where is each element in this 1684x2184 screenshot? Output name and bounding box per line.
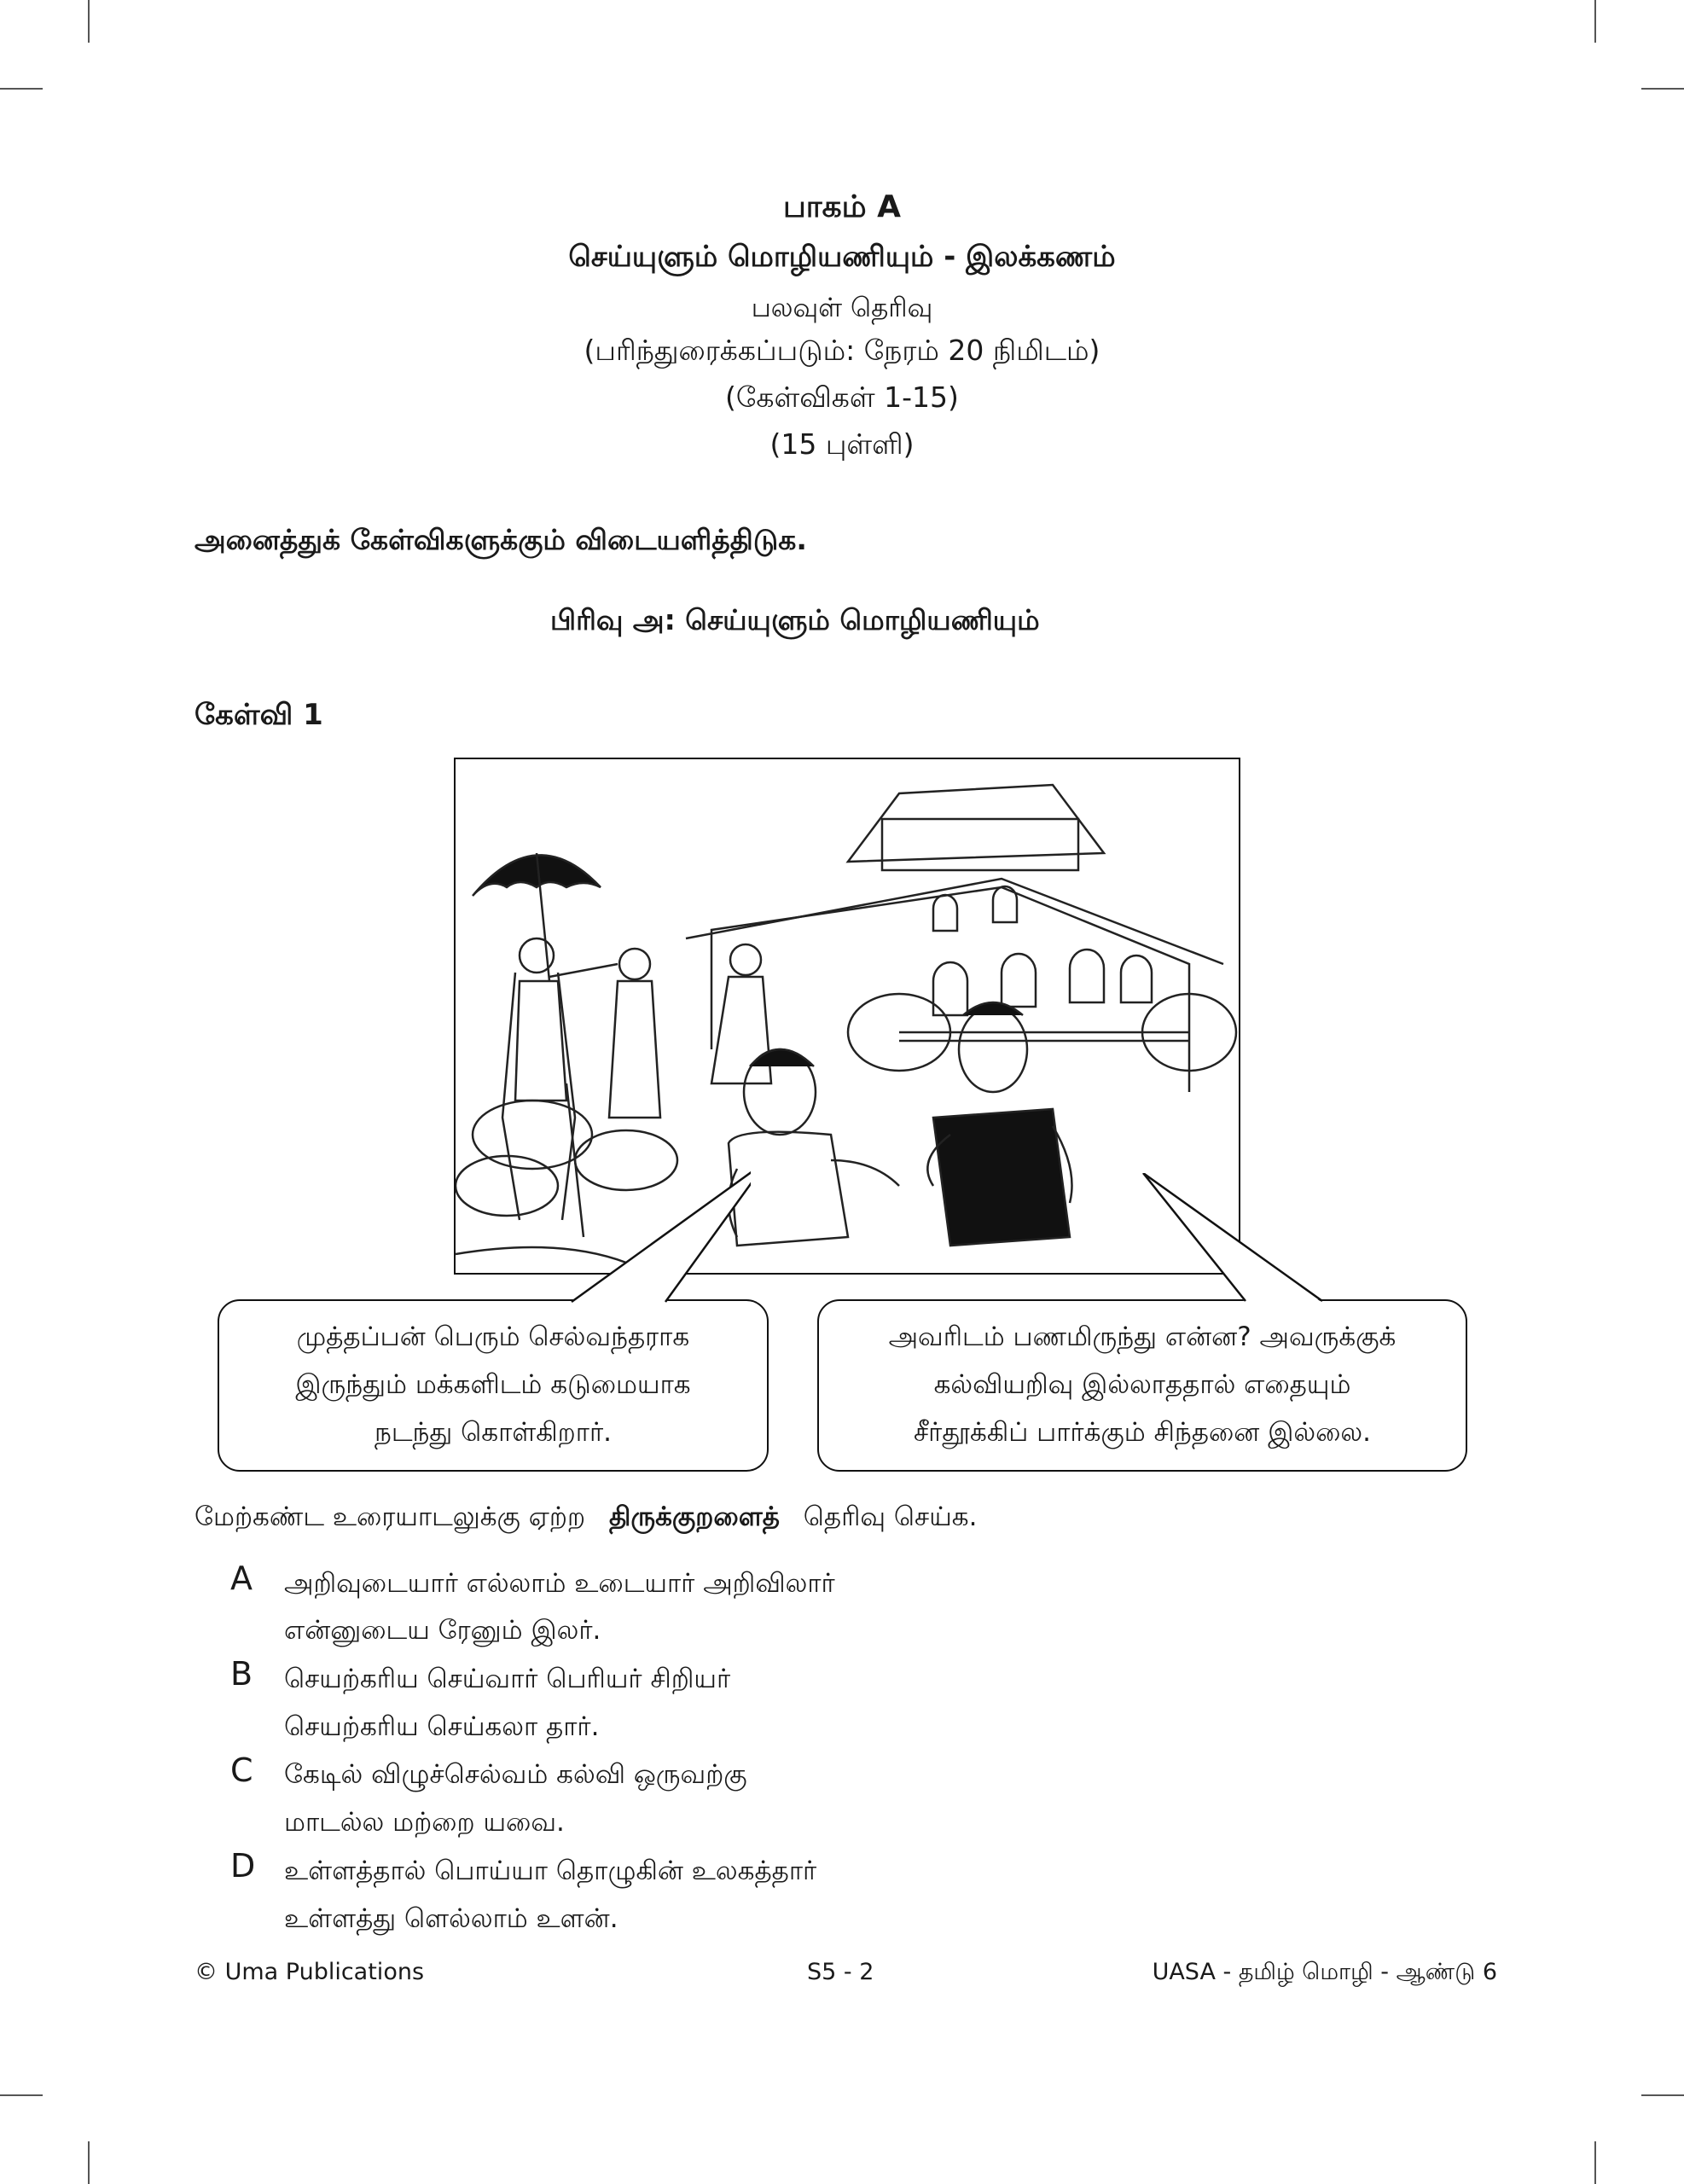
footer-subject: UASA - தமிழ் மொழி - ஆண்டு 6 xyxy=(1152,1959,1497,1985)
crop-mark xyxy=(1641,88,1684,90)
marks-note: (15 புள்ளி) xyxy=(769,427,915,461)
section-title: செய்யுளும் மொழியணியும் - இலக்கணம் xyxy=(568,240,1116,274)
crop-mark xyxy=(0,2094,43,2096)
prompt-text: மேற்கண்ட உரையாடலுக்கு ஏற்ற xyxy=(195,1502,586,1532)
crop-mark xyxy=(1641,2094,1684,2096)
option-text: மாடல்ல மற்றை யவை. xyxy=(284,1807,565,1838)
option-text: அறிவுடையார் எல்லாம் உடையார் அறிவிலார் xyxy=(284,1568,835,1599)
bubble-right-tail xyxy=(1135,1173,1348,1305)
prompt-emphasis: திருக்குறளைத் xyxy=(608,1502,780,1532)
bubble-left-line: முத்தப்பன் பெரும் செல்வந்தராக xyxy=(296,1321,690,1352)
instruction: அனைத்துக் கேள்விகளுக்கும் விடையளித்திடுக. xyxy=(195,523,807,556)
speech-bubble-left xyxy=(218,1299,769,1472)
crop-mark xyxy=(0,88,43,90)
option-text: உள்ளத்தால் பொய்யா தொழுகின் உலகத்தார் xyxy=(284,1856,817,1886)
question-range: (கேள்விகள் 1-15) xyxy=(725,380,959,414)
question-prompt xyxy=(195,1502,977,1536)
subsection-title: பிரிவு அ: செய்யுளும் மொழியணியும் xyxy=(550,603,1040,636)
bubble-right-line: கல்வியறிவு இல்லாததால் எதையும் xyxy=(933,1369,1351,1400)
bubble-right-line: சீர்தூக்கிப் பார்க்கும் சிந்தனை இல்லை. xyxy=(913,1417,1372,1448)
option-text: செயற்கரிய செய்கலா தார். xyxy=(284,1711,600,1742)
option-text: செயற்கரிய செய்வார் பெரியர் சிறியர் xyxy=(284,1664,731,1694)
option-text: என்னுடைய ரேனும் இலர். xyxy=(284,1615,601,1646)
option-text: கேடில் விழுச்செல்வம் கல்வி ஒருவற்கு xyxy=(284,1759,747,1790)
bubble-left-line: இருந்தும் மக்களிடம் கடுமையாக xyxy=(295,1369,691,1400)
option-letter: D xyxy=(230,1847,256,1885)
crop-mark xyxy=(1594,0,1596,43)
crop-mark xyxy=(88,0,90,43)
question-label: கேள்வி 1 xyxy=(195,698,323,732)
villager-drawing xyxy=(729,1049,899,1246)
mansion-drawing xyxy=(686,785,1223,1092)
time-note: (பரிந்துரைக்கப்படும்: நேரம் 20 நிமிடம்) xyxy=(584,334,1100,367)
prompt-text: தெரிவு செய்க. xyxy=(803,1502,978,1532)
question-type: பலவுள் தெரிவு xyxy=(751,293,933,323)
footer-page-number: S5 - 2 xyxy=(807,1959,874,1985)
speech-bubble-right xyxy=(817,1299,1467,1472)
option-letter: C xyxy=(230,1751,253,1789)
option-letter: A xyxy=(230,1560,253,1597)
option-text: உள்ளத்து ளெல்லாம் உளன். xyxy=(284,1903,618,1934)
bubble-left-tail xyxy=(444,1160,751,1305)
footer-publisher: © Uma Publications xyxy=(195,1959,425,1985)
bubble-right-line: அவரிடம் பணமிருந்து என்ன? அவருக்குக் xyxy=(888,1321,1397,1352)
bubble-left-line: நடந்து கொள்கிறார். xyxy=(374,1417,613,1448)
part-heading: பாகம் A xyxy=(783,189,901,224)
crop-mark xyxy=(88,2141,90,2184)
option-letter: B xyxy=(230,1655,253,1693)
crop-mark xyxy=(1594,2141,1596,2184)
